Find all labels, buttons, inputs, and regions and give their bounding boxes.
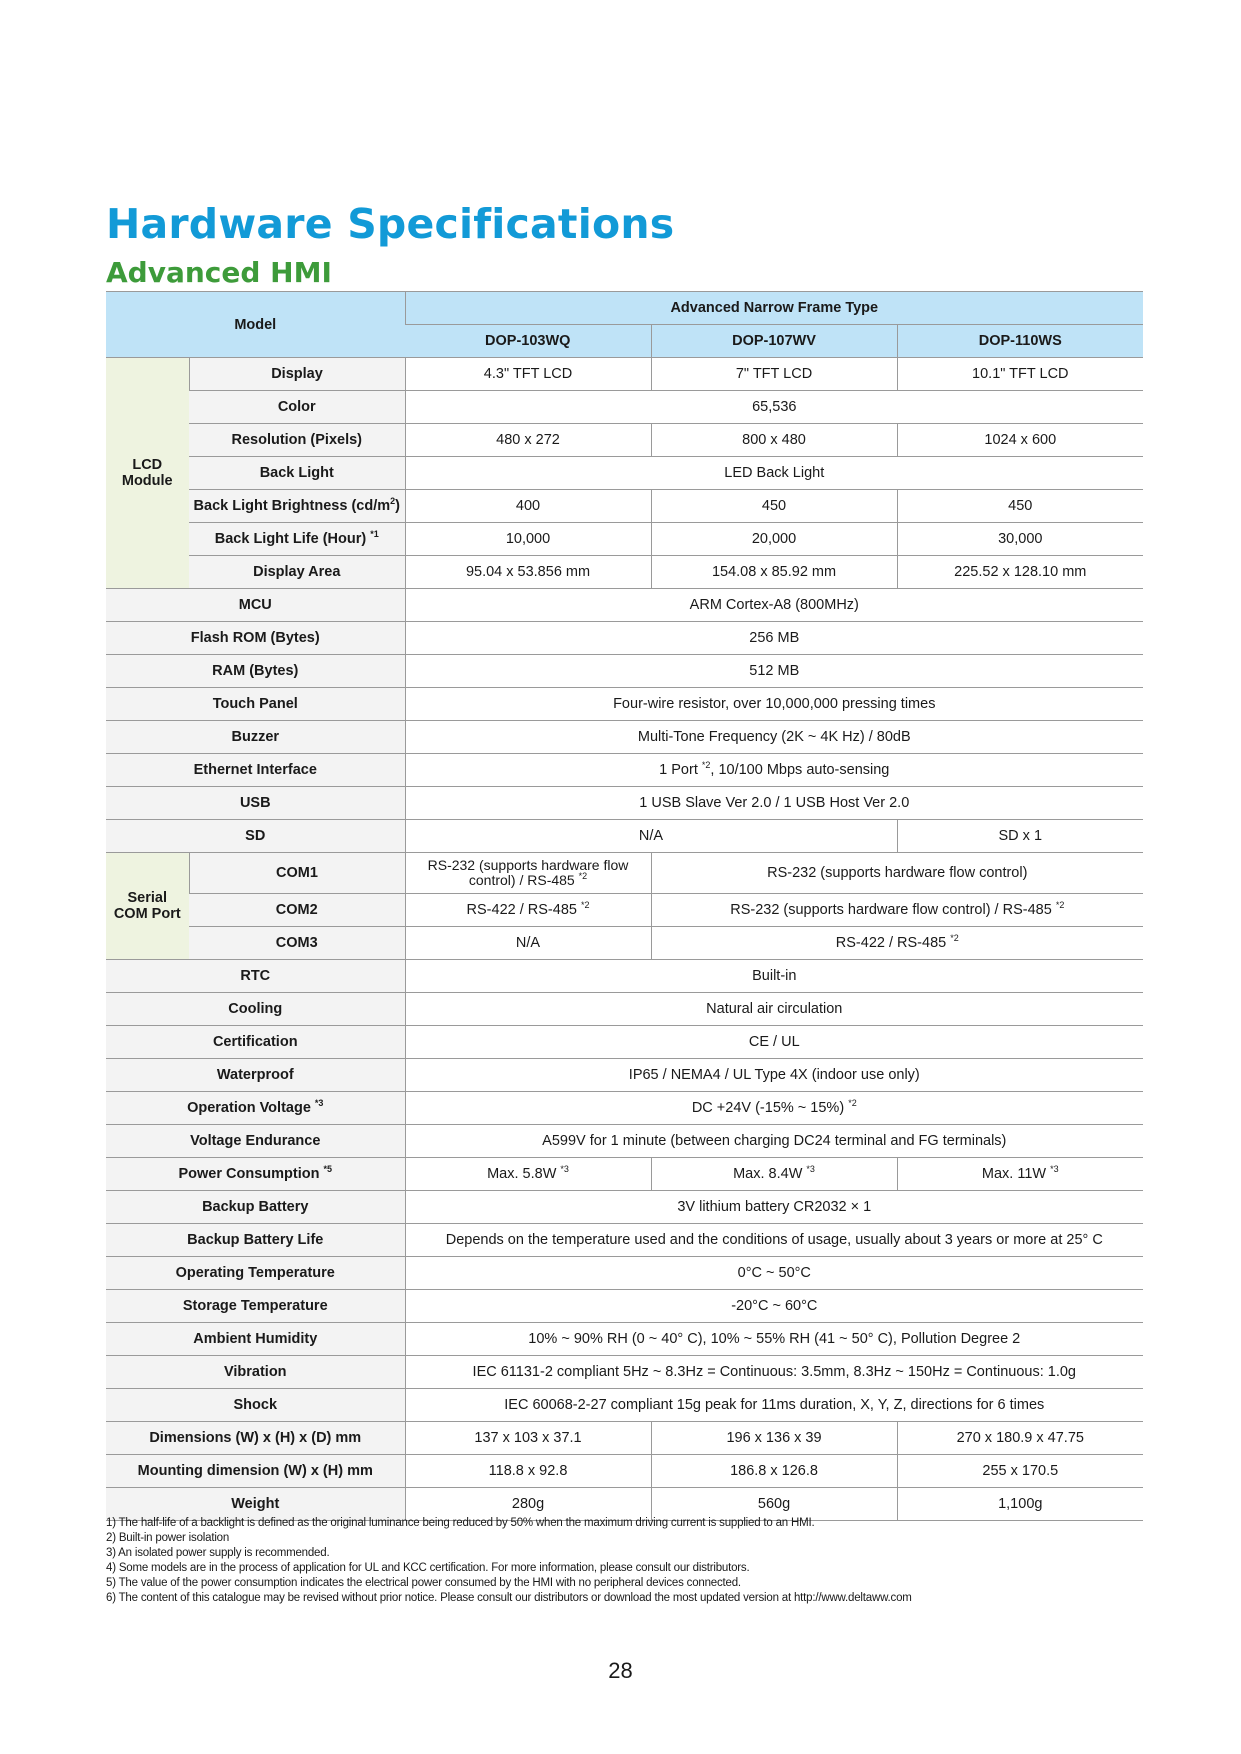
row-label: [189, 490, 405, 523]
table-row: [106, 1257, 1143, 1290]
cell: 800 x 480: [651, 424, 897, 457]
cell: 30,000: [897, 523, 1143, 556]
cell: 1024 x 600: [897, 424, 1143, 457]
row-label: Dimensions (W) x (H) x (D) mm: [106, 1422, 405, 1455]
table-row: [106, 1389, 1143, 1422]
table-row: [106, 556, 1143, 589]
cell-text: Max. 11W: [981, 1166, 1051, 1182]
cell: 1 USB Slave Ver 2.0 / 1 USB Host Ver 2.0: [405, 787, 1143, 820]
row-label: Cooling: [106, 993, 405, 1026]
footnote-ref: *3: [560, 1164, 569, 1174]
row-label: Storage Temperature: [106, 1290, 405, 1323]
table-row: [106, 820, 1143, 853]
row-label: Back Light: [189, 457, 405, 490]
cell: 256 MB: [405, 622, 1143, 655]
row-label: Display Area: [189, 556, 405, 589]
cell-text: , 10/100 Mbps auto-sensing: [710, 762, 890, 778]
row-label: COM1: [189, 853, 405, 894]
cell: 10.1" TFT LCD: [897, 358, 1143, 391]
table-row: [106, 754, 1143, 787]
cell: [405, 1158, 651, 1191]
cell-text: RS-422 / RS-485: [835, 935, 951, 951]
group-label-line: Module: [121, 473, 173, 489]
table-row: [106, 1422, 1143, 1455]
row-label: Backup Battery: [106, 1191, 405, 1224]
cell-text: RS-232 (supports hardware flow control) / RS-485: [730, 902, 1056, 918]
model-col-1: DOP-103WQ: [405, 325, 651, 358]
cell: 20,000: [651, 523, 897, 556]
table-row: [106, 993, 1143, 1026]
cell: 186.8 x 126.8: [651, 1455, 897, 1488]
table-row: [106, 1323, 1143, 1356]
row-label: Flash ROM (Bytes): [106, 622, 405, 655]
row-label: RTC: [106, 960, 405, 993]
lcd-module-group: [106, 358, 189, 589]
row-label: [106, 1092, 405, 1125]
cell: RS-232 (supports hardware flow control): [651, 853, 1143, 894]
cell: Four-wire resistor, over 10,000,000 pressing times: [405, 688, 1143, 721]
header-row-1: [106, 292, 1143, 325]
table-row: [106, 622, 1143, 655]
table-row: [106, 1026, 1143, 1059]
table-row: [106, 960, 1143, 993]
cell: [651, 927, 1143, 960]
footnote: 6) The content of this catalogue may be revised without prior notice. Please consult our distributors or download the most updated version at http://www.deltaww.com: [106, 1592, 912, 1604]
row-label: Shock: [106, 1389, 405, 1422]
cell: [405, 1092, 1143, 1125]
footnote-ref: *2: [1055, 900, 1065, 910]
table-row: [106, 1125, 1143, 1158]
cell-text: Max. 5.8W: [487, 1166, 561, 1182]
table-row: [106, 1356, 1143, 1389]
cell: IEC 60068-2-27 compliant 15g peak for 11ms duration, X, Y, Z, directions for 6 times: [405, 1389, 1143, 1422]
model-col-3: DOP-110WS: [897, 325, 1143, 358]
row-label: Ethernet Interface: [106, 754, 405, 787]
cell: 450: [897, 490, 1143, 523]
table-row: [106, 894, 1143, 927]
footnote-ref: *1: [370, 529, 379, 539]
cell: 225.52 x 128.10 mm: [897, 556, 1143, 589]
table-row: [106, 589, 1143, 622]
cell-text: RS-232 (supports hardware flow: [427, 857, 629, 873]
serial-com-group: [106, 853, 189, 960]
cell: CE / UL: [405, 1026, 1143, 1059]
row-label: Voltage Endurance: [106, 1125, 405, 1158]
label-text: Back Light Brightness (cd/m: [193, 498, 391, 514]
table-row: [106, 358, 1143, 391]
cell: N/A: [405, 927, 651, 960]
cell: 95.04 x 53.856 mm: [405, 556, 651, 589]
row-label: SD: [106, 820, 405, 853]
row-label: Mounting dimension (W) x (H) mm: [106, 1455, 405, 1488]
table-row: [106, 721, 1143, 754]
row-label: COM2: [189, 894, 405, 927]
cell: 10% ~ 90% RH (0 ~ 40° C), 10% ~ 55% RH (41 ~ 50° C), Pollution Degree 2: [405, 1323, 1143, 1356]
cell: 7" TFT LCD: [651, 358, 897, 391]
cell: Multi-Tone Frequency (2K ~ 4K Hz) / 80dB: [405, 721, 1143, 754]
row-label: Ambient Humidity: [106, 1323, 405, 1356]
table-row: [106, 424, 1143, 457]
row-label: USB: [106, 787, 405, 820]
table-row: [106, 1059, 1143, 1092]
row-label: RAM (Bytes): [106, 655, 405, 688]
table-row: [106, 787, 1143, 820]
cell: [897, 1158, 1143, 1191]
cell: 3V lithium battery CR2032 × 1: [405, 1191, 1143, 1224]
cell: [405, 754, 1143, 787]
group-label-line: LCD: [132, 457, 163, 473]
cell: 280g: [405, 1488, 651, 1521]
cell: 480 x 272: [405, 424, 651, 457]
table-row: [106, 655, 1143, 688]
label-text: Back Light Life (Hour): [214, 531, 367, 547]
row-label: COM3: [189, 927, 405, 960]
cell: 137 x 103 x 37.1: [405, 1422, 651, 1455]
row-label: Backup Battery Life: [106, 1224, 405, 1257]
footnote-ref: *2: [580, 900, 590, 910]
cell: 255 x 170.5: [897, 1455, 1143, 1488]
table-row: [106, 853, 1143, 894]
table-row: [106, 523, 1143, 556]
table-row: [106, 1224, 1143, 1257]
table-row: [106, 490, 1143, 523]
model-col-2: DOP-107WV: [651, 325, 897, 358]
cell: Natural air circulation: [405, 993, 1143, 1026]
cell: 65,536: [405, 391, 1143, 424]
row-label: Touch Panel: [106, 688, 405, 721]
section-subtitle: Advanced HMI: [106, 256, 332, 289]
table-row: [106, 1158, 1143, 1191]
footnote-ref: *2: [950, 933, 959, 943]
cell: 512 MB: [405, 655, 1143, 688]
table-row: [106, 688, 1143, 721]
cell: -20°C ~ 60°C: [405, 1290, 1143, 1323]
label-text: Operation Voltage: [187, 1100, 315, 1116]
footnote: 3) An isolated power supply is recommended.: [106, 1547, 330, 1559]
footnote: 2) Built-in power isolation: [106, 1532, 230, 1544]
cell: 4.3" TFT LCD: [405, 358, 651, 391]
footnote-ref: *2: [578, 871, 588, 881]
table-row: [106, 457, 1143, 490]
footnote: 5) The value of the power consumption indicates the electrical power consumed by the HMI with no peripheral devices connected.: [106, 1577, 741, 1589]
spec-table: [106, 291, 1143, 1521]
cell: [651, 1158, 897, 1191]
row-label: Certification: [106, 1026, 405, 1059]
row-label: [106, 1158, 405, 1191]
table-row: [106, 1455, 1143, 1488]
cell: [405, 853, 651, 894]
cell: 1,100g: [897, 1488, 1143, 1521]
row-label: Buzzer: [106, 721, 405, 754]
table-row: [106, 1092, 1143, 1125]
row-label: Display: [189, 358, 405, 391]
cell: 560g: [651, 1488, 897, 1521]
table-row: [106, 927, 1143, 960]
footnotes: [106, 1516, 1206, 1606]
footnote: 4) Some models are in the process of application for UL and KCC certification. For more information, please consult our distributors.: [106, 1562, 750, 1574]
cell-text: 1 Port: [659, 762, 702, 778]
cell: IEC 61131-2 compliant 5Hz ~ 8.3Hz = Continuous: 3.5mm, 8.3Hz ~ 150Hz = Continuous: 1.0g: [405, 1356, 1143, 1389]
cell: 400: [405, 490, 651, 523]
cell: SD x 1: [897, 820, 1143, 853]
table-row: [106, 391, 1143, 424]
footnote-ref: *3: [314, 1098, 324, 1108]
page-number: 28: [608, 1658, 633, 1683]
cell: Depends on the temperature used and the conditions of usage, usually about 3 years or more at 25° C: [405, 1224, 1143, 1257]
row-label: Operating Temperature: [106, 1257, 405, 1290]
group-label-line: Serial: [127, 890, 167, 906]
cell: N/A: [405, 820, 897, 853]
cell: 0°C ~ 50°C: [405, 1257, 1143, 1290]
cell: 196 x 136 x 39: [651, 1422, 897, 1455]
cell-text: DC +24V (-15% ~ 15%): [691, 1100, 849, 1116]
model-header: Model: [106, 292, 405, 358]
frame-type-header: Advanced Narrow Frame Type: [405, 292, 1143, 325]
cell: 270 x 180.9 x 47.75: [897, 1422, 1143, 1455]
row-label: Vibration: [106, 1356, 405, 1389]
cell: A599V for 1 minute (between charging DC24 terminal and FG terminals): [405, 1125, 1143, 1158]
footnote: 1) The half-life of a backlight is defined as the original luminance being reduced by 50% when the maximum driving current is supplied to an HMI.: [106, 1517, 815, 1529]
group-label-line: COM Port: [113, 906, 181, 922]
cell: [405, 894, 651, 927]
row-label: [189, 523, 405, 556]
label-text: Power Consumption: [178, 1166, 324, 1182]
row-label: Resolution (Pixels): [189, 424, 405, 457]
footnote-ref: *2: [701, 760, 711, 770]
label-text: ): [395, 498, 400, 514]
footnote-ref: *3: [1050, 1164, 1059, 1174]
superscript: 2: [390, 496, 396, 506]
cell: 118.8 x 92.8: [405, 1455, 651, 1488]
cell: IP65 / NEMA4 / UL Type 4X (indoor use only): [405, 1059, 1143, 1092]
table-row: [106, 1290, 1143, 1323]
cell: LED Back Light: [405, 457, 1143, 490]
cell: 154.08 x 85.92 mm: [651, 556, 897, 589]
row-label: Weight: [106, 1488, 405, 1521]
cell-text: control) / RS-485: [468, 872, 579, 888]
cell-text: RS-422 / RS-485: [466, 902, 581, 918]
footnote-ref: *2: [848, 1098, 857, 1108]
page-title: Hardware Specifications: [106, 200, 675, 248]
cell: 10,000: [405, 523, 651, 556]
footnote-ref: *5: [323, 1164, 333, 1174]
cell-text: Max. 8.4W: [733, 1166, 807, 1182]
table-row: [106, 1191, 1143, 1224]
cell: [651, 894, 1143, 927]
row-label: Color: [189, 391, 405, 424]
cell: 450: [651, 490, 897, 523]
row-label: MCU: [106, 589, 405, 622]
row-label: Waterproof: [106, 1059, 405, 1092]
footnote-ref: *3: [806, 1164, 815, 1174]
cell: Built-in: [405, 960, 1143, 993]
cell: ARM Cortex-A8 (800MHz): [405, 589, 1143, 622]
